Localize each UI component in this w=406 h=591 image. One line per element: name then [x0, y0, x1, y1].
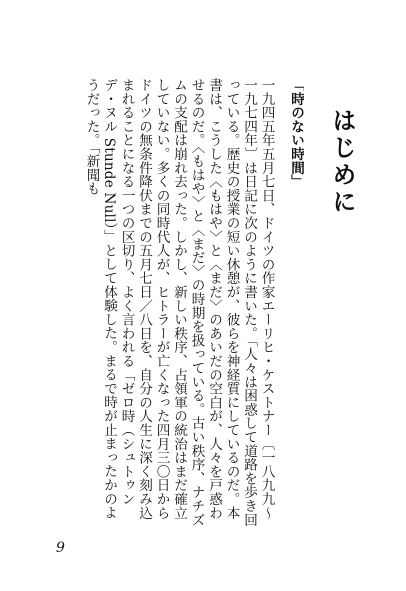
body-text: [52, 78, 304, 528]
page-number: 9: [56, 540, 65, 556]
paragraph: 一九四五年五月七日、ドイツの作家エーリヒ・ケストナー〔一八九九〜一九七四年〕は日記に次のように書いた。「人々は困惑して道路を歩き回っている。歴史の授業の短い休憩が、彼らを神経質にしているのだ。本書は、こうした〈もはや〉と〈まだ〉のあいだの空白が、人々を戸惑わせるのだ。〈もはや〉と〈まだ〉の時期を扱っている。古い秩序、ナチズムの支配は崩れ去った。しかし、新しい秩序、占領軍の統治はまだ確立していない。多くの同時代人が、ヒトラーが亡くなった四月三〇日からドイツの無条件降伏までの五月七日／八日を、自分の人生に深く刻み込まれることになる一つの区切り、よく言われる「ゼロ時（シュトゥンデ・ヌル Stunde Null）」として体験した。まるで時が止まったかのようだった。「新聞も: [83, 78, 275, 527]
section-subheading: 「時のない時間」: [288, 78, 304, 189]
chapter-heading: はじめに: [328, 108, 356, 216]
